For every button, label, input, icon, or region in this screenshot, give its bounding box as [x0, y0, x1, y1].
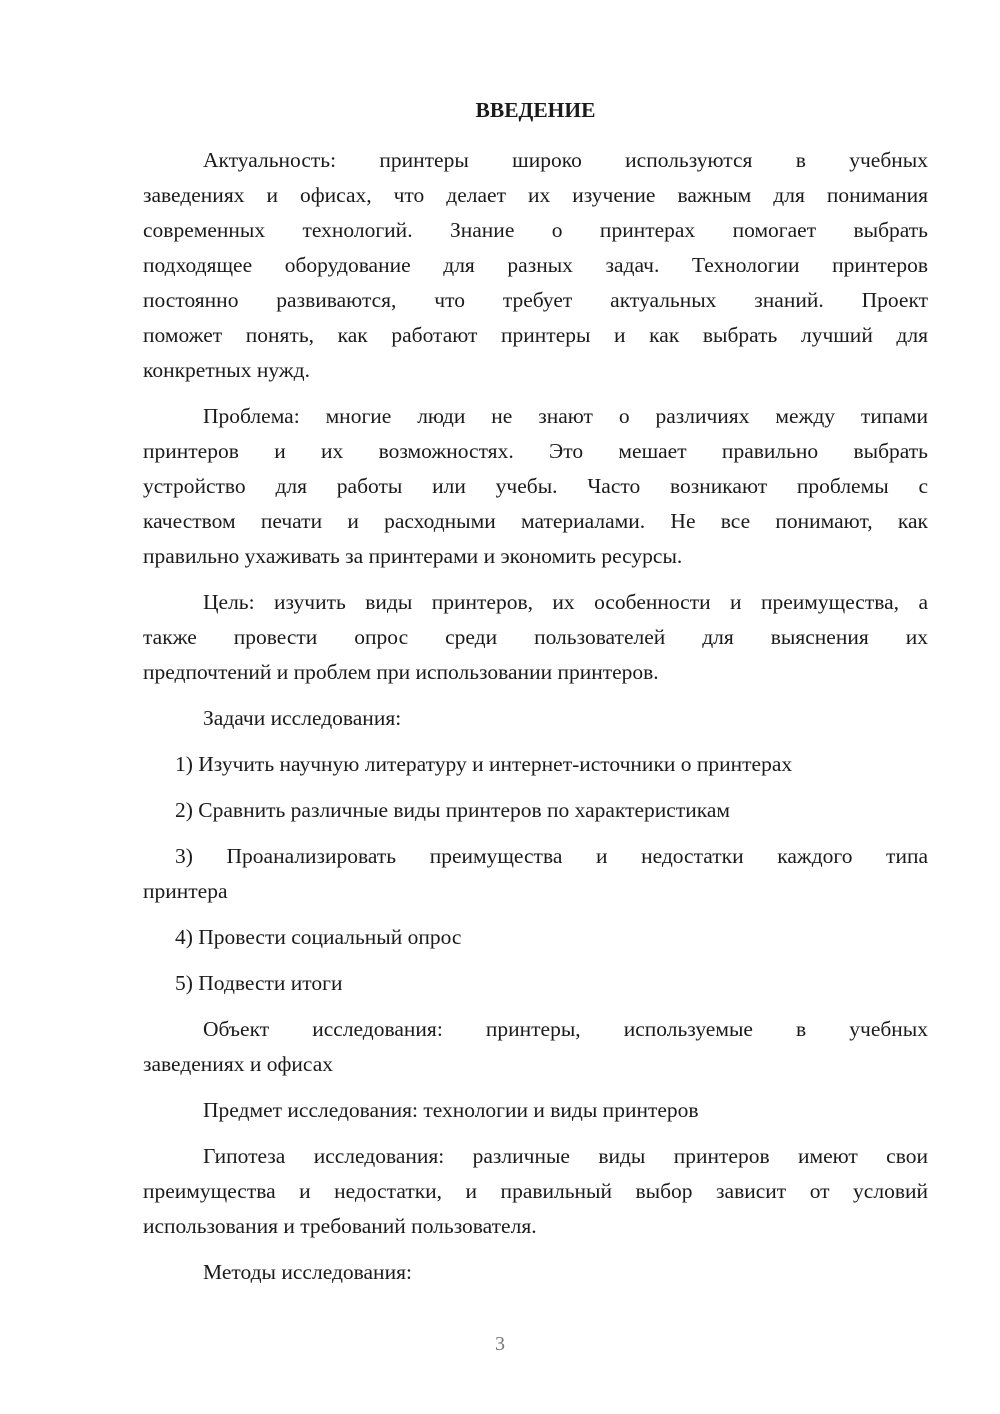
text-line: 2) Сравнить различные виды принтеров по характеристикам — [175, 798, 731, 822]
text-line: устройство для работы или учебы. Часто возникают проблемы с — [143, 474, 928, 498]
paragraph — [143, 1255, 928, 1290]
paragraph — [143, 1093, 928, 1128]
text-line: 1) Изучить научную литературу и интернет-источники о принтерах — [175, 752, 793, 776]
text-line: Методы исследования: — [203, 1260, 412, 1284]
text-line: использования и требований пользователя. — [143, 1214, 537, 1238]
text-line: 5) Подвести итоги — [175, 971, 343, 995]
page-title: ВВЕДЕНИЕ — [475, 98, 596, 122]
paragraph — [143, 701, 928, 736]
text-line: Гипотеза исследования: различные виды принтеров имеют свои — [203, 1144, 928, 1168]
paragraph — [143, 143, 928, 388]
paragraph — [143, 585, 928, 690]
text-line: заведениях и офисах, что делает их изучение важным для понимания — [143, 183, 928, 207]
text-line: 4) Провести социальный опрос — [175, 925, 462, 949]
text-line: Проблема: многие люди не знают о различиях между типами — [203, 404, 928, 428]
text-line: предпочтений и проблем при использовании принтеров. — [143, 660, 659, 684]
text-line: заведениях и офисах — [143, 1052, 333, 1076]
text-line: принтеров и их возможностях. Это мешает правильно выбрать — [143, 439, 928, 463]
text-line: современных технологий. Знание о принтерах помогает выбрать — [143, 218, 928, 242]
text-line: поможет понять, как работают принтеры и как выбрать лучший для — [143, 323, 928, 347]
text-line: Задачи исследования: — [203, 706, 402, 730]
text-line: преимущества и недостатки, и правильный выбор зависит от условий — [143, 1179, 928, 1203]
list-item — [143, 966, 928, 1001]
text-line: качеством печати и расходными материалами. Не все понимают, как — [143, 509, 928, 533]
text-line: Предмет исследования: технологии и виды принтеров — [203, 1098, 699, 1122]
page-number: 3 — [495, 1333, 505, 1355]
text-line: подходящее оборудование для разных задач. Технологии принтеров — [143, 253, 928, 277]
text-line: правильно ухаживать за принтерами и экономить ресурсы. — [143, 544, 683, 568]
list-item — [143, 920, 928, 955]
text-line: постоянно развиваются, что требует актуальных знаний. Проект — [143, 288, 928, 312]
text-line: принтера — [143, 879, 228, 903]
text-line: Объект исследования: принтеры, используемые в учебных — [203, 1017, 928, 1041]
document-body — [143, 143, 928, 1290]
text-line: Актуальность: принтеры широко используются в учебных — [203, 148, 928, 172]
paragraph — [143, 1139, 928, 1244]
list-item — [143, 839, 928, 909]
text-line: конкретных нужд. — [143, 358, 310, 382]
text-line: 3) Проанализировать преимущества и недостатки каждого типа — [175, 844, 928, 868]
paragraph — [143, 399, 928, 574]
paragraph — [143, 1012, 928, 1082]
document-page — [143, 93, 928, 1301]
text-line: также провести опрос среди пользователей для выяснения их — [143, 625, 928, 649]
list-item — [143, 793, 928, 828]
list-item — [143, 747, 928, 782]
text-line: Цель: изучить виды принтеров, их особенности и преимущества, а — [203, 590, 928, 614]
